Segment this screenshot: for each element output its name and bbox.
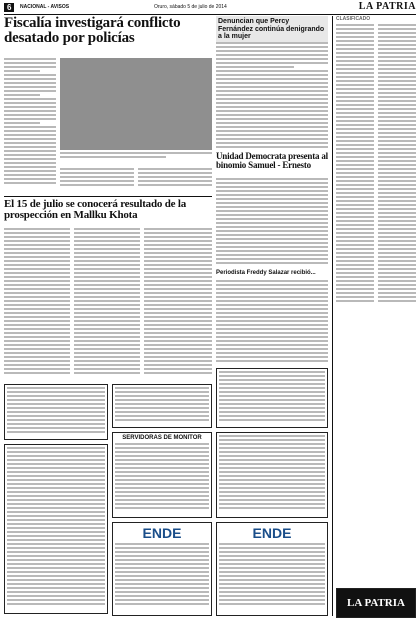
- dateline: Oruro, sábado 5 de julio de 2014: [154, 4, 227, 10]
- fiscalia-body-3: [138, 168, 212, 192]
- ad-center-top: [112, 384, 212, 428]
- ende-logo-2: ENDE: [252, 525, 292, 541]
- page-number: 6: [4, 3, 14, 12]
- classifieds-col-2: [378, 24, 416, 584]
- footer-brand: LA PATRIA: [347, 597, 405, 609]
- headline-denuncian: Denuncian que Percy Fernández continúa denigrando a la mujer: [216, 16, 328, 43]
- julio-body-2: [74, 228, 140, 378]
- fiscalia-body-2: [60, 168, 134, 192]
- classifieds-tag: CLASIFICADO: [336, 16, 371, 22]
- denuncian-body: [216, 42, 328, 150]
- headline-bolivar: Periodista Freddy Salazar recibió...: [216, 270, 316, 276]
- headline-unidad: Unidad Democrata presenta al binomio Samuel - Ernesto: [216, 151, 328, 170]
- julio-body-1: [4, 228, 70, 378]
- bolivar-body: [216, 280, 328, 364]
- photo-caption: [60, 152, 212, 164]
- ad-ende-1: [112, 522, 212, 616]
- ad-programa: [4, 444, 108, 614]
- headline-fiscalia: Fiscalía investigará conflicto desatado por policías: [4, 15, 181, 46]
- ad-la-patria-footer: [336, 588, 416, 618]
- ad-servidoras: [112, 432, 212, 518]
- section-label: NACIONAL - AVISOS: [20, 4, 70, 10]
- ad-servidoras-title: SERVIDORAS DE MONITOR: [122, 435, 202, 441]
- unidad-body: [216, 178, 328, 266]
- ad-domicilio: [216, 432, 328, 518]
- ad-empresa-constructora: [4, 384, 108, 440]
- fiscalia-body-1: [4, 58, 56, 188]
- ad-ende-2: [216, 522, 328, 616]
- masthead: [4, 2, 416, 14]
- fiscalia-photo: [60, 58, 212, 150]
- julio-body-3: [144, 228, 212, 378]
- headline-julio: El 15 de julio se conocerá resultado de la prospección en Mallku Khota: [4, 198, 187, 221]
- classifieds-col-1: [336, 24, 374, 584]
- brand-logo: LA PATRIA: [358, 1, 416, 12]
- ad-comunicado: [216, 368, 328, 428]
- classifieds-divider: [332, 16, 333, 616]
- divider-julio: [4, 196, 212, 197]
- ende-logo-1: ENDE: [142, 525, 182, 541]
